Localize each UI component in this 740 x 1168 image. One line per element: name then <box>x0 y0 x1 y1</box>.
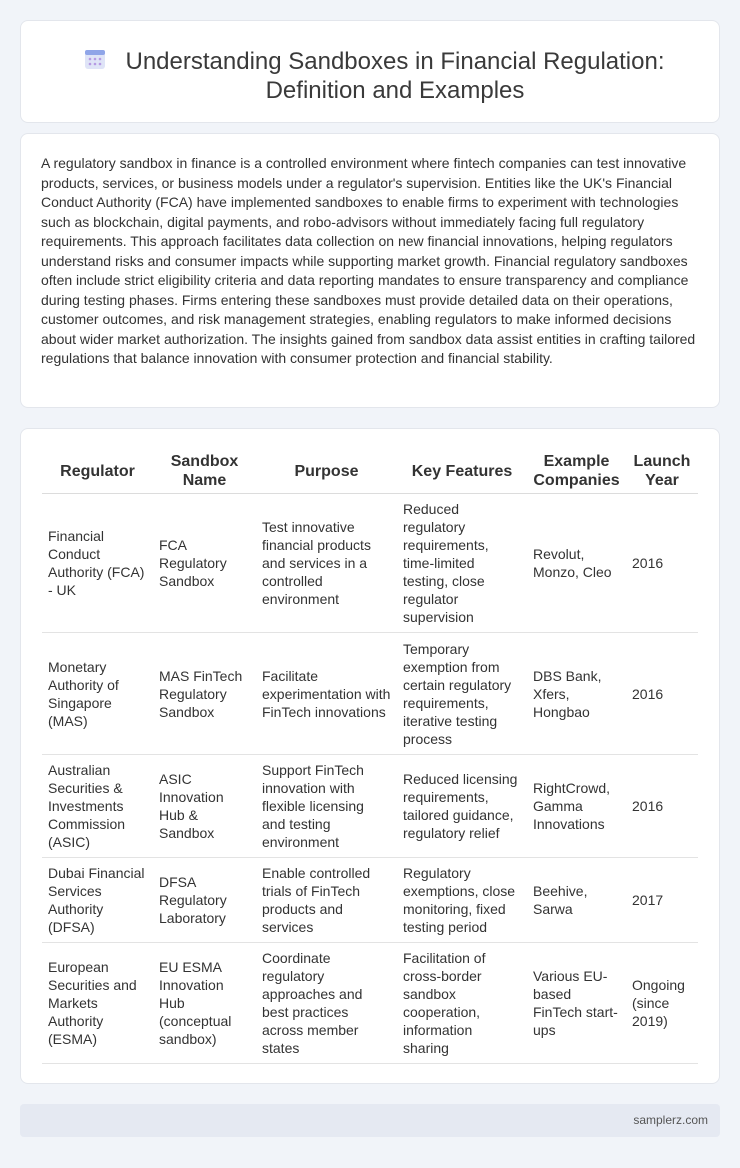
table-cell: Various EU-based FinTech start-ups <box>527 943 626 1064</box>
column-header: Regulator <box>42 449 153 494</box>
column-header: Key Features <box>397 449 527 494</box>
table-cell: 2016 <box>626 633 698 755</box>
table-row <box>42 755 698 858</box>
table-cell: Beehive, Sarwa <box>527 858 626 943</box>
table-cell: Dubai Financial Services Authority (DFSA) <box>42 858 153 943</box>
table-row <box>42 858 698 943</box>
table-cell: Reduced regulatory requirements, time-limited testing, close regulator supervision <box>397 494 527 633</box>
column-header: Launch Year <box>626 449 698 494</box>
table-cell: Financial Conduct Authority (FCA) - UK <box>42 494 153 633</box>
table-cell: Ongoing (since 2019) <box>626 943 698 1064</box>
table-cell: Australian Securities & Investments Commission (ASIC) <box>42 755 153 858</box>
table-cell: 2016 <box>626 494 698 633</box>
table-row <box>42 494 698 633</box>
table-cell: Monetary Authority of Singapore (MAS) <box>42 633 153 755</box>
table-cell: ASIC Innovation Hub & Sandbox <box>153 755 256 858</box>
table-cell: Reduced licensing requirements, tailored guidance, regulatory relief <box>397 755 527 858</box>
table-cell: MAS FinTech Regulatory Sandbox <box>153 633 256 755</box>
table-cell: Facilitate experimentation with FinTech innovations <box>256 633 397 755</box>
table-cell: RightCrowd, Gamma Innovations <box>527 755 626 858</box>
header-card <box>20 20 720 123</box>
table-card <box>20 428 720 1084</box>
table-cell: Regulatory exemptions, close monitoring, fixed testing period <box>397 858 527 943</box>
table-cell: European Securities and Markets Authority (ESMA) <box>42 943 153 1064</box>
table-cell: Coordinate regulatory approaches and best practices across member states <box>256 943 397 1064</box>
table-cell: 2016 <box>626 755 698 858</box>
table-cell: Enable controlled trials of FinTech products and services <box>256 858 397 943</box>
calendar-grid-icon <box>83 47 107 71</box>
table-cell: Facilitation of cross-border sandbox cooperation, information sharing <box>397 943 527 1064</box>
table-cell: Revolut, Monzo, Cleo <box>527 494 626 633</box>
footer <box>20 1104 720 1137</box>
table-cell: 2017 <box>626 858 698 943</box>
table-cell: Test innovative financial products and services in a controlled environment <box>256 494 397 633</box>
column-header: Example Companies <box>527 449 626 494</box>
page-title: Understanding Sandboxes in Financial Regulation: Definition and Examples <box>125 48 665 104</box>
table-row <box>42 943 698 1064</box>
table-row <box>42 633 698 755</box>
table-cell: Temporary exemption from certain regulatory requirements, iterative testing process <box>397 633 527 755</box>
table-cell: EU ESMA Innovation Hub (conceptual sandbox) <box>153 943 256 1064</box>
column-header: Sandbox Name <box>153 449 256 494</box>
table-cell: Support FinTech innovation with flexible licensing and testing environment <box>256 755 397 858</box>
sandbox-table <box>42 449 698 1064</box>
table-cell: DBS Bank, Xfers, Hongbao <box>527 633 626 755</box>
table-header-row <box>42 449 698 494</box>
intro-paragraph: A regulatory sandbox in finance is a controlled environment where fintech companies can test innovative products, services, or business models under a regulator's supervision. Entities like the UK's Financial Conduct Authority (FCA) have implemented sandboxes to enable firms to experiment with technologies such as blockchain, digital payments, and robo-advisors without immediately facing full regulatory requirements. This approach facilitates data collection on new financial innovations, helping regulators understand risks and consumer impacts while supporting market growth. Financial regulatory sandboxes often include strict eligibility criteria and data reporting mandates to ensure transparency and compliance during testing phases. Firms entering these sandboxes must provide detailed data on their operations, customer outcomes, and risk management strategies, enabling regulators to make informed decisions about wider market authorization. The insights gained from sandbox data assist entities in crafting tailored regulations that balance innovation with consumer protection and financial stability. <box>41 155 696 366</box>
footer-site-link[interactable]: samplerz.com <box>633 1113 708 1127</box>
intro-card <box>20 133 720 408</box>
column-header: Purpose <box>256 449 397 494</box>
table-cell: DFSA Regulatory Laboratory <box>153 858 256 943</box>
table-cell: FCA Regulatory Sandbox <box>153 494 256 633</box>
